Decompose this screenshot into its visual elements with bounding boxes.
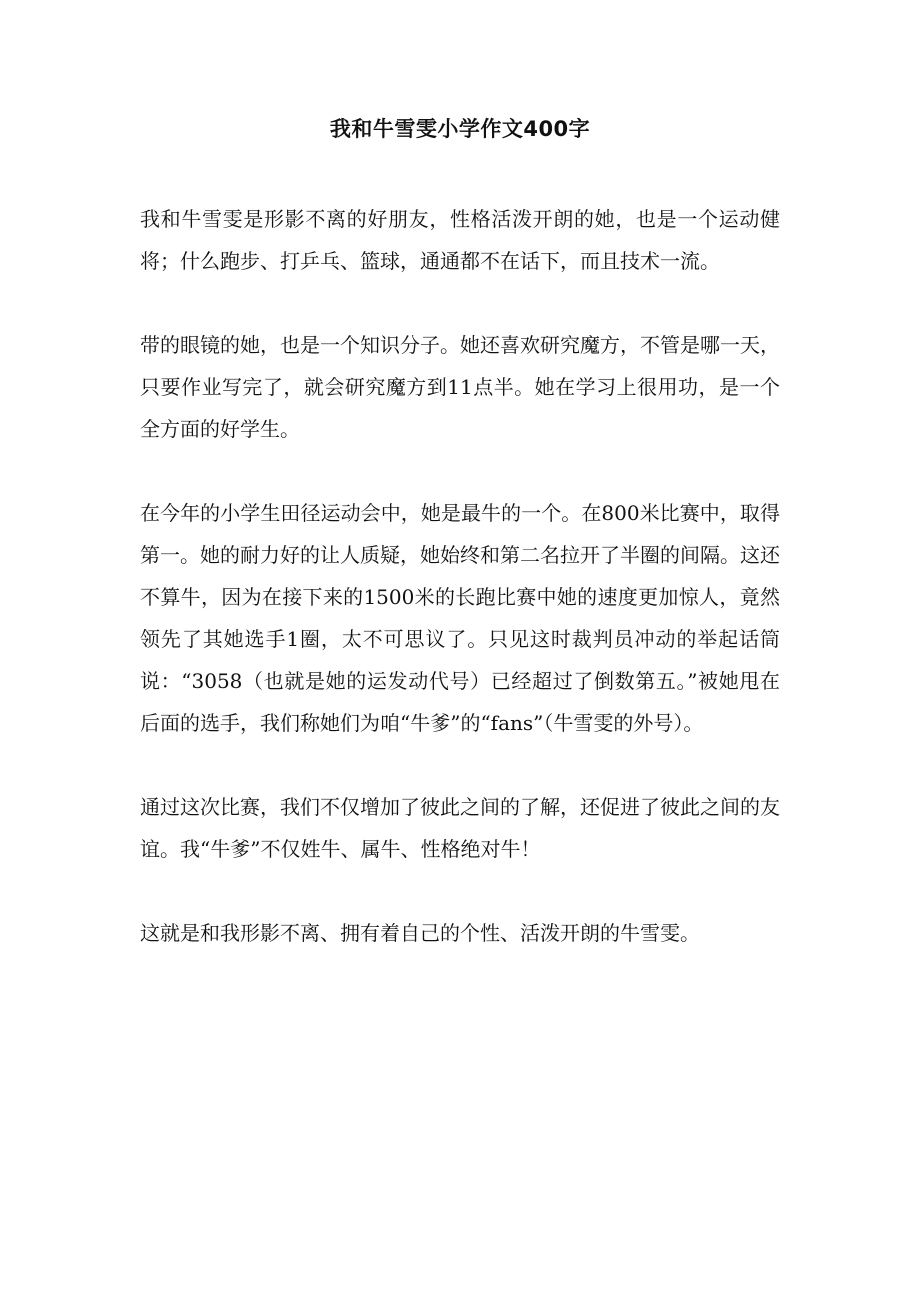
document-body — [140, 198, 780, 996]
paragraph-1: 我和牛雪雯是形影不离的好朋友，性格活泼开朗的她，也是一个运动健将；什么跑步、打乒乓、篮球，通通都不在话下，而且技术一流。 — [140, 207, 780, 273]
document-title: 我和牛雪雯小学作文400字 — [329, 117, 591, 141]
paragraph-2: 带的眼镜的她，也是一个知识分子。她还喜欢研究魔方，不管是哪一天，只要作业写完了，就会研究魔方到11点半。她在学习上很用功，是一个全方面的好学生。 — [140, 333, 780, 441]
paragraph-5: 这就是和我形影不离、拥有着自己的个性、活泼开朗的牛雪雯。 — [140, 921, 700, 945]
paragraph-3: 在今年的小学生田径运动会中，她是最牛的一个。在800米比赛中，取得第一。她的耐力好的让人质疑，她始终和第二名拉开了半圈的间隔。这还不算牛，因为在接下来的1500米的长跑比赛中她的速度更加惊人，竟然领先了其她选手1圈，太不可思议了。只见这时裁判员冲动的举起话筒说：“3058（也就是她的运发动代号）已经超过了倒数第五。”被她甩在后面的选手，我们称她们为咱“牛爹”的“fans”（牛雪雯的外号）。 — [140, 501, 780, 735]
paragraph-4: 通过这次比赛，我们不仅增加了彼此之间的了解，还促进了彼此之间的友谊。我“牛爹”不仅姓牛、属牛、性格绝对牛！ — [140, 795, 780, 861]
